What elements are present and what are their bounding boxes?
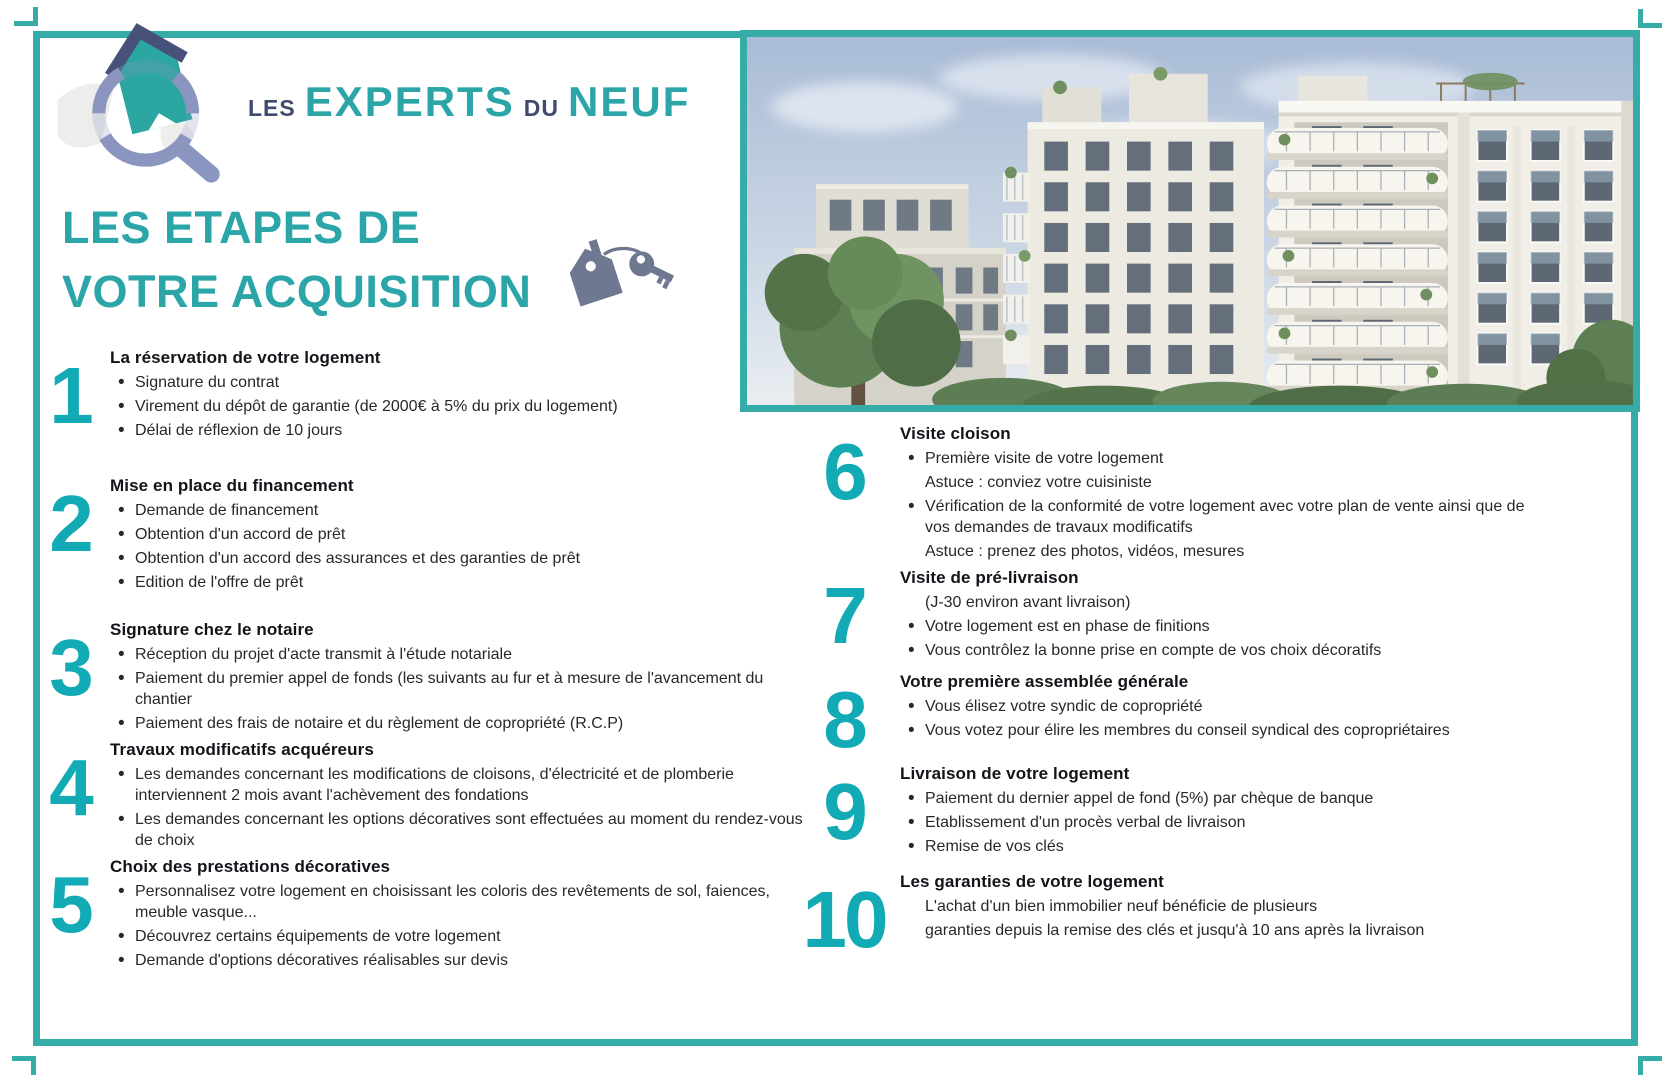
note-line: Astuce : conviez votre cuisiniste xyxy=(925,474,1152,492)
bullet-item: • Obtention d'un accord de prêt xyxy=(110,524,816,545)
step-number: 6 xyxy=(823,427,865,516)
step-title: Livraison de votre logement xyxy=(900,764,1130,783)
step-number: 10 xyxy=(802,875,886,964)
step-title: Mise en place du financement xyxy=(110,476,354,495)
building-photo xyxy=(740,30,1640,412)
bullet-item: • Vérification de la conformité de votre logement avec votre plan de vente ainsi que de vos demandes de travaux modificatifs xyxy=(900,496,1548,538)
brand-du: DU xyxy=(523,95,560,121)
step-number: 2 xyxy=(49,479,91,568)
bullet-item: • Obtention d'un accord des assurances et des garanties de prêt xyxy=(110,548,816,569)
step-title: Les garanties de votre logement xyxy=(900,872,1164,891)
brand-neuf: NEUF xyxy=(568,78,691,125)
bullet-item: • Paiement du premier appel de fonds (les suivants au fur et à mesure de l'avancement du chantier xyxy=(110,668,816,710)
bullet-item: • Les demandes concernant les options décoratives sont effectuées au moment du rendez-vous de choix xyxy=(110,809,816,851)
step-number: 8 xyxy=(823,675,865,764)
bullet-item: • Vous élisez votre syndic de copropriété xyxy=(900,696,1548,717)
bullet-item: • Les demandes concernant les modifications de cloisons, d'électricité et de plomberie interviennent 2 mois avant l'achèvement des fondations xyxy=(110,764,816,806)
note-line: L'achat d'un bien immobilier neuf bénéficie de plusieurs xyxy=(925,898,1318,915)
bullet-item: • Paiement des frais de notaire et du règlement de copropriété (R.C.P) xyxy=(110,713,816,734)
step-title: La réservation de votre logement xyxy=(110,348,381,367)
step-number: 3 xyxy=(49,623,91,712)
building-rendering-illustration xyxy=(747,37,1633,405)
bullet-item: • Personnalisez votre logement en choisissant les coloris des revêtements de sol, faiences, meuble vasque... xyxy=(110,881,816,923)
corner-bracket-top-left xyxy=(14,7,38,26)
bullet-item: • Remise de vos clés xyxy=(900,836,1548,857)
brand-experts: EXPERTS xyxy=(304,78,515,125)
step-number: 7 xyxy=(823,571,865,660)
step-title: Visite de pré-livraison xyxy=(900,568,1079,587)
bullet-item: • Vous contrôlez la bonne prise en compte de vos choix décoratifs xyxy=(900,640,1548,661)
step-title: Choix des prestations décoratives xyxy=(110,857,391,876)
page-title-line2: VOTRE ACQUISITION xyxy=(62,265,532,317)
bullet-item: • Délai de réflexion de 10 jours xyxy=(110,420,816,441)
step-title: Votre première assemblée générale xyxy=(900,672,1189,691)
house-magnifier-icon xyxy=(52,6,230,184)
brand-name xyxy=(248,78,690,126)
note-line: (J-30 environ avant livraison) xyxy=(925,594,1131,611)
bullet-item: • Première visite de votre logement xyxy=(900,448,1548,469)
corner-bracket-bottom-left xyxy=(12,1056,36,1075)
step-number: 4 xyxy=(49,743,91,832)
bullet-item: • Votre logement est en phase de finitions xyxy=(900,616,1548,637)
note-line: garanties depuis la remise des clés et jusqu'à 10 ans après la livraison xyxy=(925,922,1425,940)
bullet-item: • Réception du projet d'acte transmit à l'étude notariale xyxy=(110,644,816,665)
bullet-item: • Demande de financement xyxy=(110,500,816,521)
step-number: 5 xyxy=(49,860,91,949)
house-keychain-keys-icon xyxy=(556,218,676,328)
bullet-item: • Virement du dépôt de garantie (de 2000€ à 5% du prix du logement) xyxy=(110,396,816,417)
brand-les: LES xyxy=(248,95,296,121)
logo xyxy=(52,6,692,186)
bullet-item: • Vous votez pour élire les membres du conseil syndical des copropriétaires xyxy=(900,720,1548,741)
bullet-item: • Demande d'options décoratives réalisables sur devis xyxy=(110,950,816,971)
bullet-item: • Paiement du dernier appel de fond (5%) par chèque de banque xyxy=(900,788,1548,809)
page-title xyxy=(62,196,531,324)
step-title: Travaux modificatifs acquéreurs xyxy=(110,740,374,759)
corner-bracket-bottom-right xyxy=(1638,1056,1662,1075)
page-title-line1: LES ETAPES DE xyxy=(62,202,421,253)
note-line: Astuce : prenez des photos, vidéos, mesures xyxy=(925,543,1245,561)
corner-bracket-top-right xyxy=(1638,9,1662,28)
bullet-item: • Découvrez certains équipements de votre logement xyxy=(110,926,816,947)
step-title: Signature chez le notaire xyxy=(110,620,314,639)
bullet-item: • Signature du contrat xyxy=(110,372,816,393)
step-title: Visite cloison xyxy=(900,424,1011,443)
step-number: 1 xyxy=(49,351,91,440)
bullet-item: • Etablissement d'un procès verbal de livraison xyxy=(900,812,1548,833)
step-number: 9 xyxy=(823,767,865,856)
bullet-item: • Edition de l'offre de prêt xyxy=(110,572,816,593)
